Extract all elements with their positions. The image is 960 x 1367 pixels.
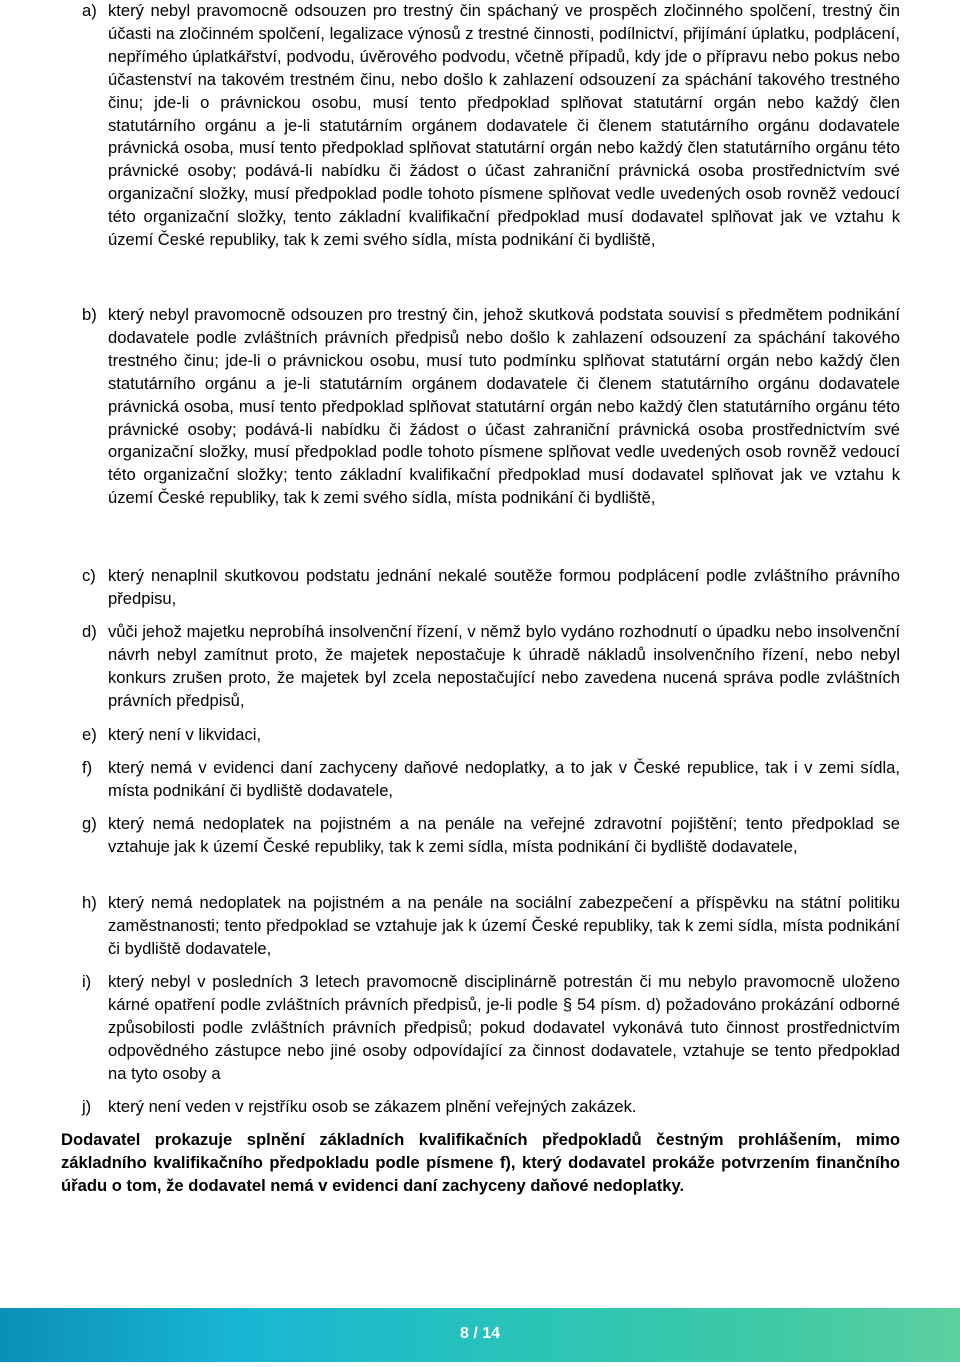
- list-item-text: který nebyl v posledních 3 letech pravomocně disciplinárně potrestán či mu nebylo pravomocně uloženo kárné opatření podle zvláštních právních předpisů, je-li podle § 54 písm. d) požadováno prokázání odborné způsobilosti podle zvláštních právních předpisů; pokud dodavatel vykonává tuto činnost prostřednictvím odpovědného zástupce nebo jiné osoby odpovídající za činnost dodavatele, vztahuje se tento předpoklad na tyto osoby a: [108, 972, 900, 1083]
- list-item-j: [0, 1096, 960, 1119]
- list-item-b: [0, 304, 960, 510]
- list-item-d: [0, 621, 960, 713]
- list-marker: g): [82, 814, 97, 833]
- list-item-text: který nebyl pravomocně odsouzen pro trestný čin spáchaný ve prospěch zločinného spolčení, trestný čin účasti na zločinném spolčení, legalizace výnosů z trestné činnosti, podílnictví, přijímání úplatku, podplácení, nepřímého úplatkářství, podvodu, úvěrového podvodu, včetně případů, kdy jde o přípravu nebo pokus nebo účastenství na takovém trestném činu, nebo došlo k zahlazení odsouzení za spáchání takového trestného činu; jde-li o právnickou osobu, musí tento předpoklad splňovat statutární orgán nebo každý člen statutárního orgánu a je-li statutárním orgánem dodavatele či členem statutárního orgánu dodavatele právnická osoba, musí tento předpoklad splňovat statutární orgán nebo každý člen statutárního orgánu této právnické osoby; podává-li nabídku či žádost o účast zahraniční právnická osoba prostřednictvím své organizační složky, musí předpoklad podle tohoto písmene splňovat vedle uvedených osob rovněž vedoucí této organizační složky, tento základní kvalifikační předpoklad musí dodavatel splňovat jak ve vztahu k území České republiky, tak k zemi svého sídla, místa podnikání či bydliště,: [108, 1, 900, 250]
- list-item-a: [0, 0, 960, 252]
- list-item-e: [0, 724, 960, 747]
- list-marker: c): [82, 566, 96, 585]
- list-item-text: který není veden v rejstříku osob se zákazem plnění veřejných zakázek.: [108, 1097, 637, 1116]
- list-item-i: [0, 971, 960, 1086]
- list-marker: f): [82, 758, 93, 777]
- list-item-text: který není v likvidaci,: [108, 725, 262, 744]
- list-item-text: který nemá v evidenci daní zachyceny daňové nedoplatky, a to jak v České republice, tak i v zemi sídla, místa podnikání či bydliště dodavatele,: [108, 758, 900, 800]
- list-item-g: [0, 813, 960, 859]
- list-item-f: [0, 757, 960, 803]
- list-item-h: [0, 892, 960, 961]
- list-item-text: který nenaplnil skutkovou podstatu jednání nekalé soutěže formou podplácení podle zvláštního právního předpisu,: [108, 566, 900, 608]
- list-item-text: který nemá nedoplatek na pojistném a na penále na sociální zabezpečení a příspěvku na státní politiku zaměstnanosti; tento předpoklad se vztahuje jak k území České republiky, tak k zemi sídla, místa podnikání či bydliště dodavatele,: [108, 893, 900, 958]
- list-marker: e): [82, 725, 97, 744]
- list-marker: d): [82, 622, 97, 641]
- list-item-text: který nemá nedoplatek na pojistném a na penále na veřejné zdravotní pojištění; tento předpoklad se vztahuje jak k území České republiky, tak k zemi sídla, místa podnikání či bydliště dodavatele,: [108, 814, 900, 856]
- list-marker: i): [82, 972, 92, 991]
- list-marker: h): [82, 893, 97, 912]
- list-marker: a): [82, 1, 97, 20]
- list-marker: j): [82, 1097, 92, 1116]
- closing-paragraph: Dodavatel prokazuje splnění základních kvalifikačních předpokladů čestným prohlášením, mimo základního kvalifikačního předpokladu podle písmene f), který dodavatel prokáže potvrzením finančního úřadu o tom, že dodavatel nemá v evidenci daní zachyceny daňové nedoplatky.: [61, 1130, 900, 1195]
- list-item-text: vůči jehož majetku neprobíhá insolvenční řízení, v němž bylo vydáno rozhodnutí o úpadku nebo insolvenční návrh nebyl zamítnut proto, že majetek nepostačuje k úhradě nákladů insolvenčního řízení, nebo nebyl konkurs zrušen proto, že majetek byl zcela nepostačující nebo zavedena nucená správa podle zvláštních právních předpisů,: [108, 622, 900, 710]
- list-item-text: který nebyl pravomocně odsouzen pro trestný čin, jehož skutková podstata souvisí s předmětem podnikání dodavatele podle zvláštních právních předpisů nebo došlo k zahlazení odsouzení za spáchání takového trestného činu; jde-li o právnickou osobu, musí tuto podmínku splňovat statutární orgán nebo každý člen statutárního orgánu a je-li statutárním orgánem dodavatele či členem statutárního orgánu dodavatele právnická osoba, musí tento předpoklad splňovat statutární orgán nebo každý člen statutárního orgánu této právnické osoby; podává-li nabídku či žádost o účast zahraniční právnická osoba prostřednictvím své organizační složky, musí předpoklad podle tohoto písmene splňovat vedle uvedených osob rovněž vedoucí této organizační složky; tento základní kvalifikační předpoklad musí dodavatel splňovat jak ve vztahu k území České republiky, tak k zemi svého sídla, místa podnikání či bydliště,: [108, 305, 900, 508]
- list-marker: b): [82, 305, 97, 324]
- list-item-c: [0, 565, 960, 611]
- page-number: 8 / 14: [459, 1325, 501, 1342]
